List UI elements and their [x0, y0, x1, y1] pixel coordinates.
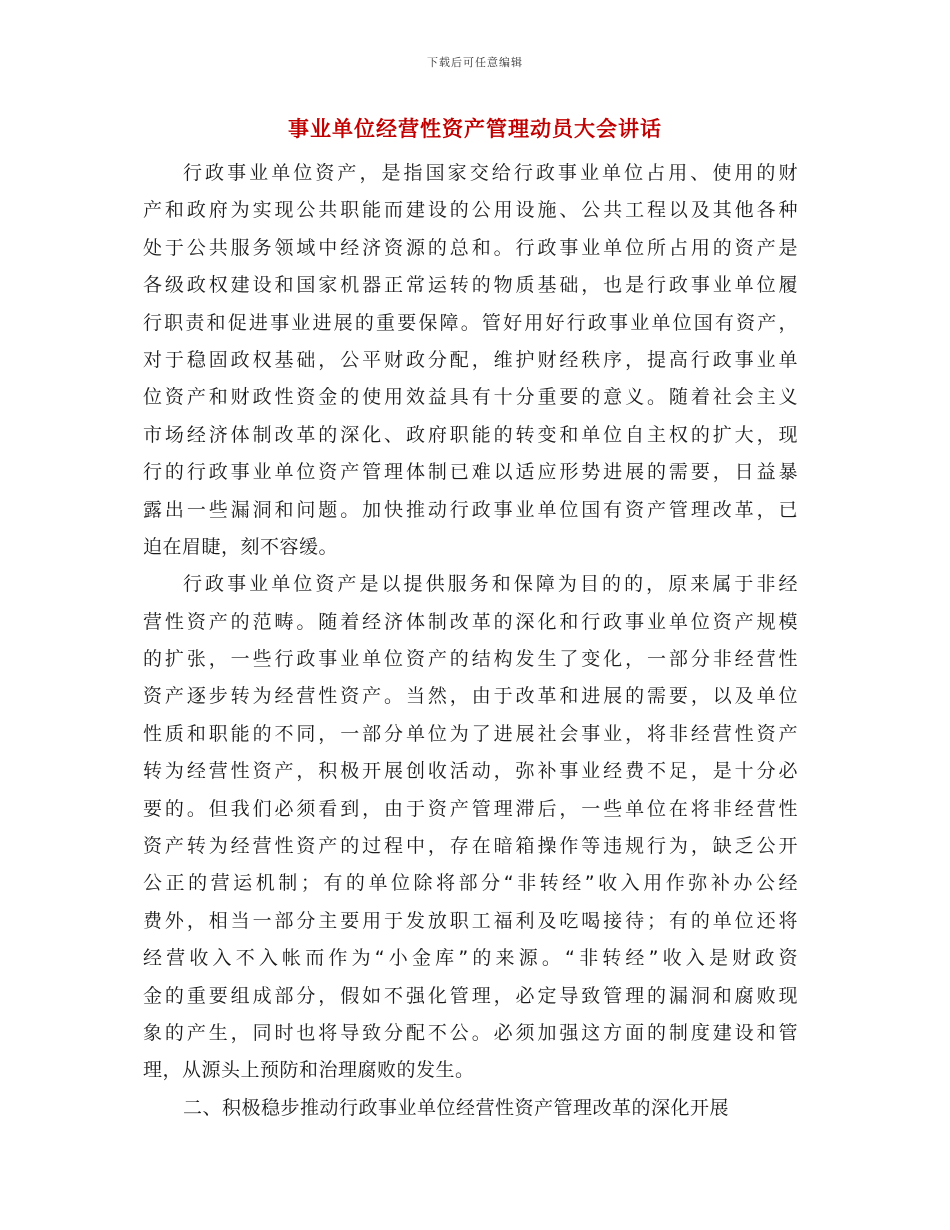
paragraph-2-line: 性质和职能的不同，一部分单位为了进展社会事业，将非经营性资产 — [143, 722, 798, 745]
paragraph-2-line: 要的。但我们必须看到，由于资产管理滞后，一些单位在将非经营性 — [143, 797, 798, 820]
paragraph-2-line: 金的重要组成部分，假如不强化管理，必定导致管理的漏洞和腐败现 — [143, 984, 798, 1007]
paragraph-1-line: 产和政府为实现公共职能而建设的公用设施、公共工程以及其他各种 — [143, 199, 798, 222]
header-note: 下载后可任意编辑 — [427, 56, 523, 69]
paragraph-1-line: 行的行政事业单位资产管理体制已难以适应形势进展的需要，日益暴 — [143, 461, 798, 484]
paragraph-2-line: 资产转为经营性资产的过程中，存在暗箱操作等违规行为，缺乏公开 — [143, 835, 798, 858]
paragraph-1-line: 处于公共服务领域中经济资源的总和。行政事业单位所占用的资产是 — [143, 236, 798, 259]
paragraph-1-line: 市场经济体制改革的深化、政府职能的转变和单位自主权的扩大，现 — [143, 423, 798, 446]
paragraph-2-line: 行政事业单位资产是以提供服务和保障为目的的，原来属于非经 — [183, 573, 798, 596]
paragraph-1-line: 迫在眉睫，刻不容缓。 — [143, 535, 339, 558]
paragraph-2-line: 费外，相当一部分主要用于发放职工福利及吃喝接待；有的单位还将 — [143, 909, 798, 932]
paragraph-1-line: 位资产和财政性资金的使用效益具有十分重要的意义。随着社会主义 — [143, 386, 798, 409]
paragraph-2-line: 资产逐步转为经营性资产。当然，由于改革和进展的需要，以及单位 — [143, 685, 798, 708]
paragraph-1-line: 行政事业单位资产，是指国家交给行政事业单位占用、使用的财 — [183, 162, 798, 184]
document-body — [143, 155, 798, 1127]
section-heading: 二、积极稳步推动行政事业单位经营性资产管理改革的深化开展 — [183, 1096, 730, 1119]
paragraph-2-line: 象的产生，同时也将导致分配不公。必须加强这方面的制度建设和管 — [143, 1021, 798, 1044]
paragraph-2-line: 经营收入不入帐而作为“小金库”的来源。“非转经”收入是财政资 — [143, 947, 798, 970]
document-title: 事业单位经营性资产管理动员大会讲话 — [288, 117, 662, 141]
paragraph-2-line: 转为经营性资产，积极开展创收活动，弥补事业经费不足，是十分必 — [143, 760, 798, 783]
paragraph-2-line: 的扩张，一些行政事业单位资产的结构发生了变化，一部分非经营性 — [143, 648, 798, 671]
paragraph-1-line: 露出一些漏洞和问题。加快推动行政事业单位国有资产管理改革，已 — [143, 498, 798, 521]
paragraph-2-line: 营性资产的范畴。随着经济体制改革的深化和行政事业单位资产规模 — [143, 610, 798, 633]
paragraph-1-line: 对于稳固政权基础，公平财政分配，维护财经秩序，提高行政事业单 — [143, 348, 798, 371]
paragraph-2-line: 公正的营运机制；有的单位除将部分“非转经”收入用作弥补办公经 — [143, 872, 798, 895]
paragraph-1-line: 各级政权建设和国家机器正常运转的物质基础，也是行政事业单位履 — [143, 274, 798, 297]
paragraph-2-line: 理，从源头上预防和治理腐败的发生。 — [143, 1059, 475, 1082]
paragraph-1-line: 行职责和促进事业进展的重要保障。管好用好行政事业单位国有资产， — [143, 311, 798, 334]
